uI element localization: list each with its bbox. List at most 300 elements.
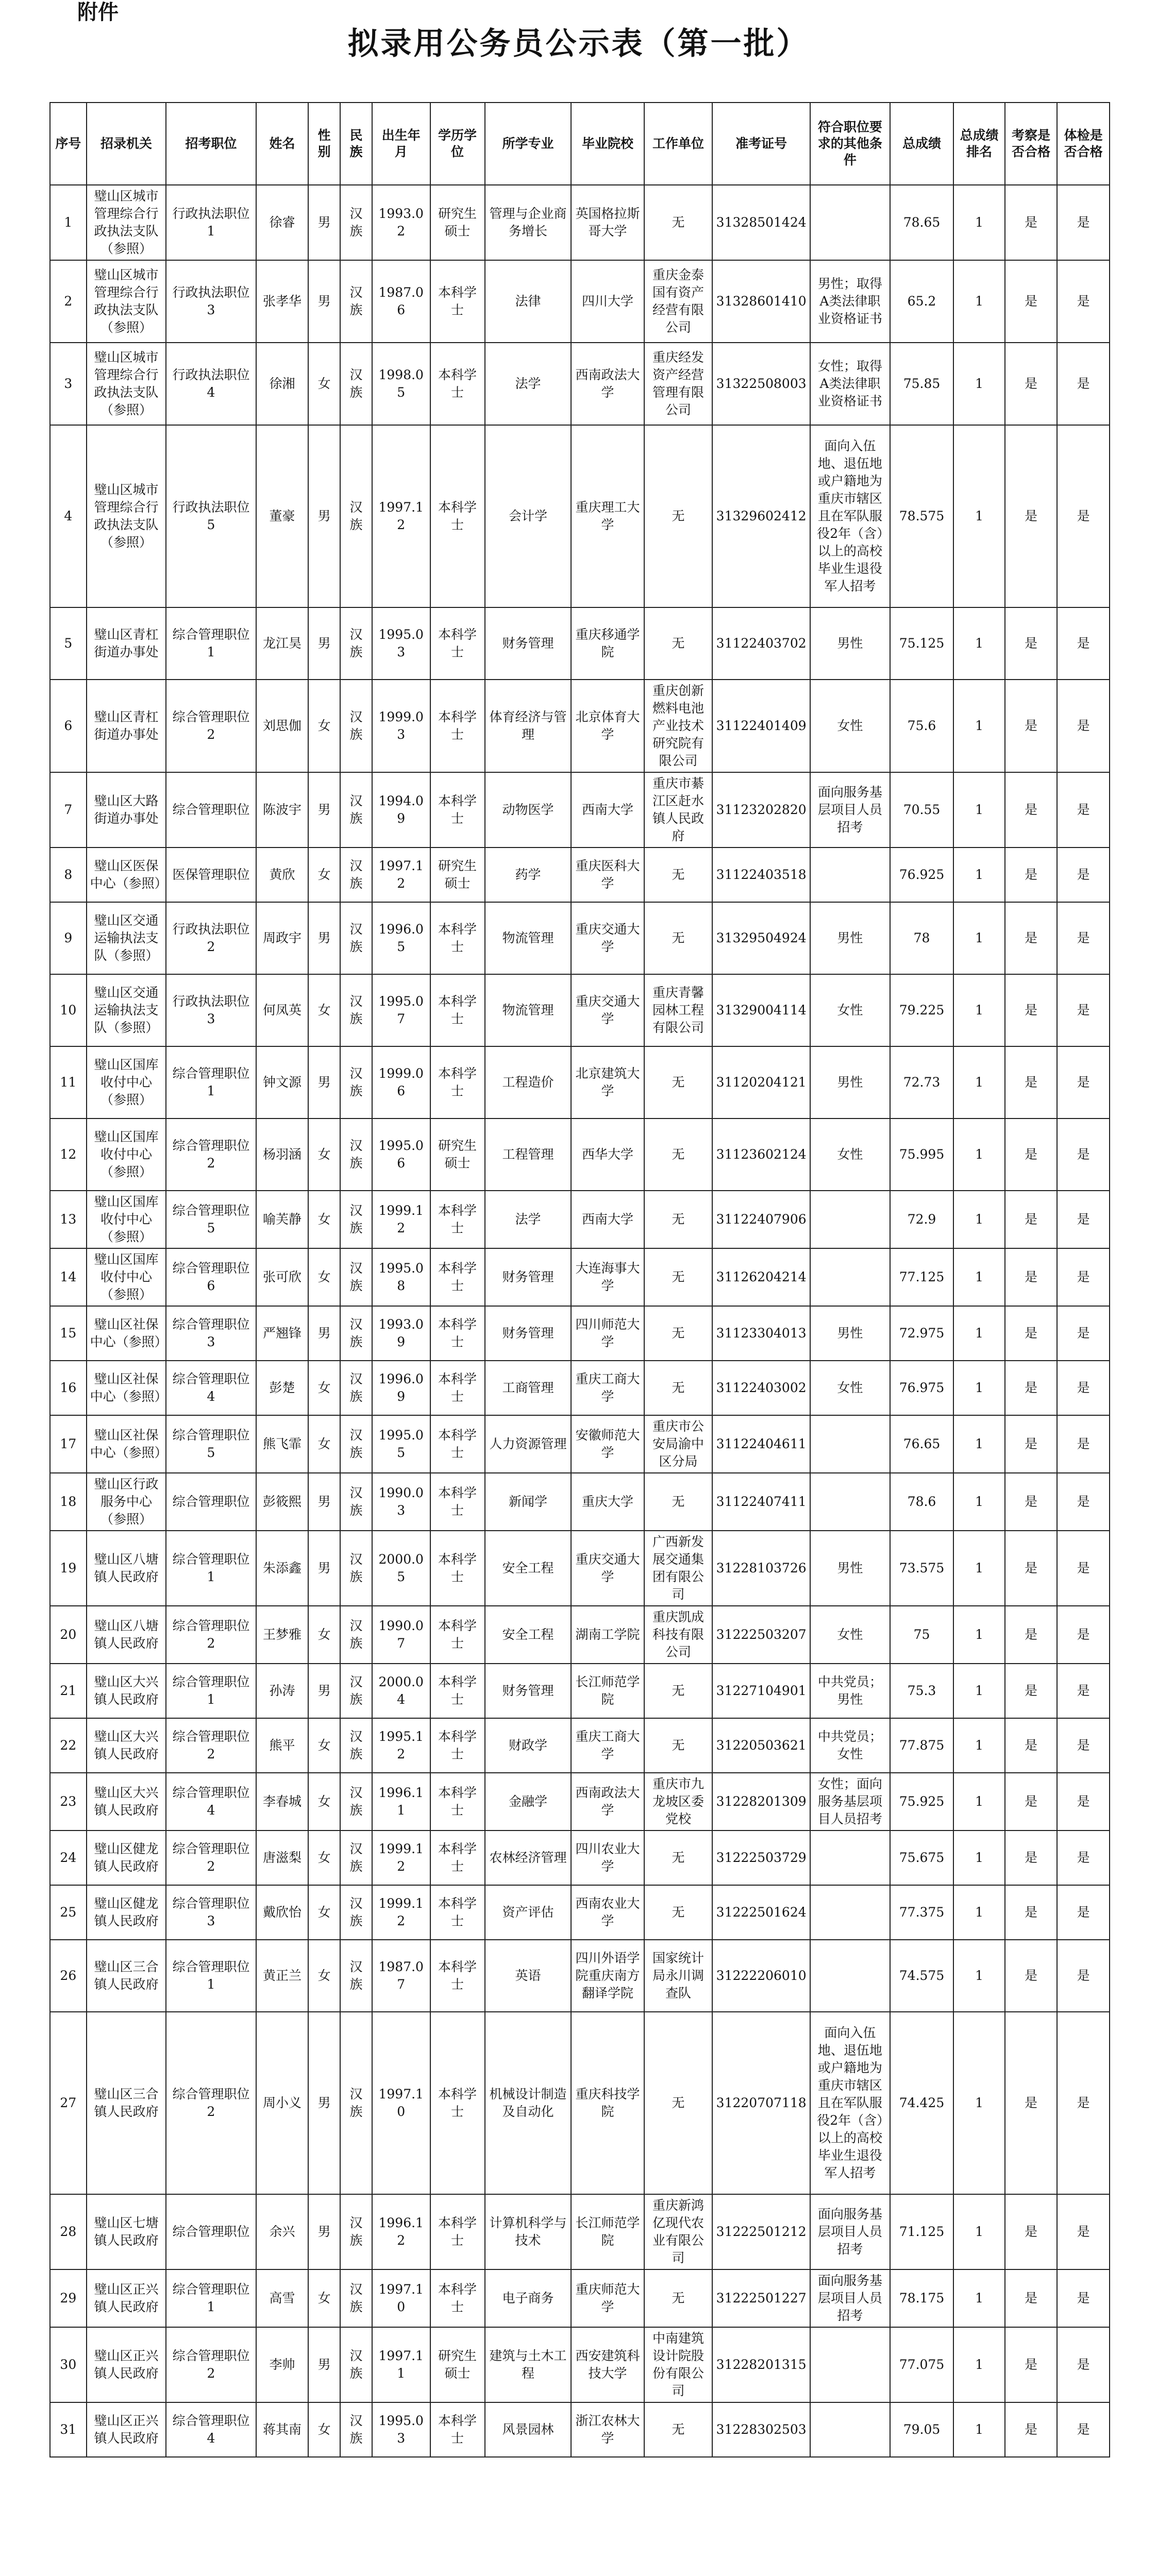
col-header-no: 序号	[50, 103, 87, 185]
cell-other-conditions	[810, 1831, 890, 1885]
cell-name: 徐湘	[256, 343, 309, 425]
page-title: 拟录用公务员公示表（第一批）	[347, 26, 810, 62]
cell-medical: 是	[1057, 185, 1110, 260]
cell-employer: 无	[644, 1046, 713, 1118]
cell-degree: 本科学士	[430, 1664, 485, 1718]
cell-gender: 男	[308, 2012, 340, 2194]
cell-degree: 本科学士	[430, 1473, 485, 1531]
cell-degree: 本科学士	[430, 1718, 485, 1773]
cell-no: 16	[50, 1361, 87, 1415]
cell-medical: 是	[1057, 974, 1110, 1046]
cell-name: 朱添鑫	[256, 1531, 309, 1606]
cell-employer: 无	[644, 2012, 713, 2194]
col-header-score: 总成绩	[890, 103, 954, 185]
cell-score: 79.225	[890, 974, 954, 1046]
cell-name: 黄正兰	[256, 1940, 309, 2012]
cell-inspect: 是	[1005, 680, 1058, 772]
cell-degree: 本科学士	[430, 1306, 485, 1361]
cell-inspect: 是	[1005, 1940, 1058, 2012]
cell-employer: 无	[644, 1831, 713, 1885]
cell-other-conditions	[810, 1885, 890, 1940]
cell-name: 喻芙静	[256, 1191, 309, 1248]
cell-birth: 2000.05	[372, 1531, 430, 1606]
cell-ethnic: 汉族	[340, 1306, 372, 1361]
cell-rank: 1	[953, 902, 1004, 974]
cell-name: 严翘锋	[256, 1306, 309, 1361]
cell-name: 董豪	[256, 425, 309, 607]
cell-exam-no: 31228302503	[712, 2402, 810, 2457]
cell-other-conditions	[810, 2402, 890, 2457]
cell-other-conditions: 面向服务基层项目人员招考	[810, 772, 890, 848]
cell-rank: 1	[953, 185, 1004, 260]
cell-other-conditions	[810, 1940, 890, 2012]
table-row	[50, 680, 1110, 772]
cell-agency: 璧山区正兴镇人民政府	[87, 2269, 166, 2327]
cell-major: 财务管理	[485, 607, 572, 680]
cell-employer: 广西新发展交通集团有限公司	[644, 1531, 713, 1606]
cell-ethnic: 汉族	[340, 1831, 372, 1885]
cell-post: 综合管理职位2	[166, 1831, 256, 1885]
cell-school: 北京体育大学	[571, 680, 644, 772]
cell-medical: 是	[1057, 1885, 1110, 1940]
col-header-ethnic: 民族	[340, 103, 372, 185]
cell-no: 31	[50, 2402, 87, 2457]
cell-birth: 1997.12	[372, 425, 430, 607]
cell-ethnic: 汉族	[340, 1191, 372, 1248]
cell-inspect: 是	[1005, 2327, 1058, 2402]
cell-gender: 男	[308, 607, 340, 680]
cell-birth: 1999.12	[372, 1191, 430, 1248]
cell-gender: 女	[308, 1940, 340, 2012]
cell-degree: 本科学士	[430, 1046, 485, 1118]
cell-gender: 女	[308, 1191, 340, 1248]
cell-degree: 本科学士	[430, 607, 485, 680]
cell-score: 77.075	[890, 2327, 954, 2402]
cell-ethnic: 汉族	[340, 1718, 372, 1773]
cell-other-conditions: 女性	[810, 680, 890, 772]
table-row	[50, 1306, 1110, 1361]
cell-ethnic: 汉族	[340, 1531, 372, 1606]
cell-medical: 是	[1057, 1361, 1110, 1415]
cell-inspect: 是	[1005, 1606, 1058, 1664]
cell-school: 重庆师范大学	[571, 2269, 644, 2327]
cell-other-conditions	[810, 1248, 890, 1306]
cell-gender: 女	[308, 1831, 340, 1885]
cell-major: 安全工程	[485, 1531, 572, 1606]
cell-major: 工程造价	[485, 1046, 572, 1118]
cell-rank: 1	[953, 1248, 1004, 1306]
cell-score: 76.975	[890, 1361, 954, 1415]
cell-gender: 男	[308, 902, 340, 974]
cell-post: 综合管理职位	[166, 772, 256, 848]
cell-inspect: 是	[1005, 2402, 1058, 2457]
attachment-label: 附件	[77, 1, 119, 24]
cell-gender: 女	[308, 343, 340, 425]
cell-rank: 1	[953, 2194, 1004, 2269]
table-row	[50, 1940, 1110, 2012]
cell-name: 周小义	[256, 2012, 309, 2194]
col-header-employer: 工作单位	[644, 103, 713, 185]
table-header-row	[50, 103, 1110, 185]
cell-gender: 女	[308, 2269, 340, 2327]
cell-major: 风景园林	[485, 2402, 572, 2457]
cell-rank: 1	[953, 1415, 1004, 1473]
table-body	[50, 185, 1110, 2457]
cell-inspect: 是	[1005, 1306, 1058, 1361]
cell-no: 3	[50, 343, 87, 425]
cell-birth: 1999.12	[372, 1831, 430, 1885]
table-row	[50, 2402, 1110, 2457]
cell-name: 彭楚	[256, 1361, 309, 1415]
cell-ethnic: 汉族	[340, 974, 372, 1046]
cell-degree: 研究生硕士	[430, 2327, 485, 2402]
cell-agency: 璧山区城市管理综合行政执法支队（参照）	[87, 260, 166, 343]
cell-agency: 璧山区社保中心（参照）	[87, 1361, 166, 1415]
col-header-medical: 体检是否合格	[1057, 103, 1110, 185]
cell-birth: 1997.10	[372, 2269, 430, 2327]
cell-score: 70.55	[890, 772, 954, 848]
col-header-rank: 总成绩排名	[953, 103, 1004, 185]
cell-employer: 无	[644, 848, 713, 902]
cell-post: 综合管理职位2	[166, 2012, 256, 2194]
cell-major: 财务管理	[485, 1306, 572, 1361]
cell-rank: 1	[953, 848, 1004, 902]
col-header-gender: 性别	[308, 103, 340, 185]
cell-rank: 1	[953, 1118, 1004, 1191]
cell-birth: 1995.03	[372, 2402, 430, 2457]
cell-gender: 男	[308, 1046, 340, 1118]
cell-employer: 国家统计局永川调查队	[644, 1940, 713, 2012]
table-row	[50, 1191, 1110, 1248]
cell-inspect: 是	[1005, 607, 1058, 680]
cell-birth: 1994.09	[372, 772, 430, 848]
cell-employer: 无	[644, 1361, 713, 1415]
cell-inspect: 是	[1005, 974, 1058, 1046]
cell-ethnic: 汉族	[340, 772, 372, 848]
cell-no: 27	[50, 2012, 87, 2194]
col-header-degree: 学历学位	[430, 103, 485, 185]
cell-post: 综合管理职位2	[166, 2327, 256, 2402]
cell-birth: 1995.07	[372, 974, 430, 1046]
cell-score: 79.05	[890, 2402, 954, 2457]
cell-degree: 本科学士	[430, 1531, 485, 1606]
cell-degree: 本科学士	[430, 1940, 485, 2012]
cell-post: 综合管理职位5	[166, 1191, 256, 1248]
cell-school: 西南大学	[571, 1191, 644, 1248]
cell-inspect: 是	[1005, 260, 1058, 343]
cell-no: 10	[50, 974, 87, 1046]
cell-agency: 璧山区城市管理综合行政执法支队（参照）	[87, 185, 166, 260]
cell-other-conditions: 面向入伍地、退伍地或户籍地为重庆市辖区且在军队服役2年（含）以上的高校毕业生退役军人招考	[810, 425, 890, 607]
cell-agency: 璧山区大兴镇人民政府	[87, 1664, 166, 1718]
cell-exam-no: 31122401409	[712, 680, 810, 772]
cell-school: 安徽师范大学	[571, 1415, 644, 1473]
cell-birth: 1993.09	[372, 1306, 430, 1361]
cell-rank: 1	[953, 1664, 1004, 1718]
table-row	[50, 848, 1110, 902]
cell-rank: 1	[953, 1306, 1004, 1361]
cell-employer: 重庆市公安局渝中区分局	[644, 1415, 713, 1473]
cell-name: 黄欣	[256, 848, 309, 902]
cell-major: 金融学	[485, 1773, 572, 1831]
cell-ethnic: 汉族	[340, 680, 372, 772]
cell-agency: 璧山区八塘镇人民政府	[87, 1606, 166, 1664]
cell-medical: 是	[1057, 1306, 1110, 1361]
cell-score: 74.575	[890, 1940, 954, 2012]
cell-other-conditions	[810, 848, 890, 902]
cell-medical: 是	[1057, 902, 1110, 974]
cell-score: 72.9	[890, 1191, 954, 1248]
cell-agency: 璧山区八塘镇人民政府	[87, 1531, 166, 1606]
cell-no: 21	[50, 1664, 87, 1718]
cell-employer: 无	[644, 1118, 713, 1191]
cell-name: 高雪	[256, 2269, 309, 2327]
cell-ethnic: 汉族	[340, 2194, 372, 2269]
cell-degree: 本科学士	[430, 1248, 485, 1306]
cell-post: 综合管理职位	[166, 2194, 256, 2269]
cell-agency: 璧山区三合镇人民政府	[87, 1940, 166, 2012]
cell-gender: 男	[308, 1473, 340, 1531]
cell-school: 四川师范大学	[571, 1306, 644, 1361]
cell-gender: 女	[308, 1606, 340, 1664]
cell-exam-no: 31222503207	[712, 1606, 810, 1664]
cell-inspect: 是	[1005, 848, 1058, 902]
cell-exam-no: 31120204121	[712, 1046, 810, 1118]
cell-major: 财政学	[485, 1718, 572, 1773]
cell-ethnic: 汉族	[340, 607, 372, 680]
col-header-other-conditions: 符合职位要求的其他条件	[810, 103, 890, 185]
cell-degree: 本科学士	[430, 1773, 485, 1831]
cell-exam-no: 31222501624	[712, 1885, 810, 1940]
cell-medical: 是	[1057, 1664, 1110, 1718]
cell-no: 30	[50, 2327, 87, 2402]
cell-employer: 重庆创新燃料电池产业技术研究院有限公司	[644, 680, 713, 772]
cell-other-conditions: 面向服务基层项目人员招考	[810, 2194, 890, 2269]
cell-medical: 是	[1057, 343, 1110, 425]
cell-score: 77.375	[890, 1885, 954, 1940]
cell-post: 综合管理职位1	[166, 1940, 256, 2012]
cell-medical: 是	[1057, 1191, 1110, 1248]
cell-degree: 本科学士	[430, 425, 485, 607]
cell-post: 行政执法职位3	[166, 260, 256, 343]
cell-ethnic: 汉族	[340, 1885, 372, 1940]
cell-name: 杨羽涵	[256, 1118, 309, 1191]
table-row	[50, 607, 1110, 680]
cell-exam-no: 31228201315	[712, 2327, 810, 2402]
table-row	[50, 343, 1110, 425]
cell-birth: 1998.05	[372, 343, 430, 425]
cell-post: 行政执法职位2	[166, 902, 256, 974]
col-header-agency: 招录机关	[87, 103, 166, 185]
cell-exam-no: 31228103726	[712, 1531, 810, 1606]
cell-name: 陈波宇	[256, 772, 309, 848]
cell-agency: 璧山区大路街道办事处	[87, 772, 166, 848]
cell-agency: 璧山区健龙镇人民政府	[87, 1831, 166, 1885]
cell-medical: 是	[1057, 1940, 1110, 2012]
cell-degree: 本科学士	[430, 902, 485, 974]
cell-score: 72.73	[890, 1046, 954, 1118]
cell-inspect: 是	[1005, 1718, 1058, 1773]
cell-no: 29	[50, 2269, 87, 2327]
cell-score: 76.65	[890, 1415, 954, 1473]
cell-employer: 无	[644, 2402, 713, 2457]
cell-degree: 本科学士	[430, 260, 485, 343]
cell-school: 重庆医科大学	[571, 848, 644, 902]
table-row	[50, 2327, 1110, 2402]
cell-gender: 男	[308, 2327, 340, 2402]
cell-score: 75.125	[890, 607, 954, 680]
cell-employer: 无	[644, 2269, 713, 2327]
cell-other-conditions: 女性	[810, 1606, 890, 1664]
cell-agency: 璧山区正兴镇人民政府	[87, 2402, 166, 2457]
table-row	[50, 1118, 1110, 1191]
cell-gender: 男	[308, 1531, 340, 1606]
cell-medical: 是	[1057, 1718, 1110, 1773]
cell-exam-no: 31122407906	[712, 1191, 810, 1248]
cell-no: 24	[50, 1831, 87, 1885]
cell-major: 农林经济管理	[485, 1831, 572, 1885]
cell-rank: 1	[953, 2402, 1004, 2457]
cell-rank: 1	[953, 772, 1004, 848]
cell-ethnic: 汉族	[340, 1664, 372, 1718]
cell-employer: 无	[644, 1718, 713, 1773]
cell-agency: 璧山区国库收付中心（参照）	[87, 1118, 166, 1191]
cell-exam-no: 31228201309	[712, 1773, 810, 1831]
cell-post: 综合管理职位2	[166, 1606, 256, 1664]
cell-school: 重庆理工大学	[571, 425, 644, 607]
cell-birth: 1995.08	[372, 1248, 430, 1306]
cell-employer: 重庆市九龙坡区委党校	[644, 1773, 713, 1831]
table-row	[50, 260, 1110, 343]
cell-degree: 研究生硕士	[430, 185, 485, 260]
cell-no: 17	[50, 1415, 87, 1473]
cell-school: 重庆大学	[571, 1473, 644, 1531]
cell-medical: 是	[1057, 2269, 1110, 2327]
cell-name: 龙江昊	[256, 607, 309, 680]
cell-other-conditions	[810, 1415, 890, 1473]
cell-name: 戴欣怡	[256, 1885, 309, 1940]
table-row	[50, 1531, 1110, 1606]
cell-exam-no: 31329004114	[712, 974, 810, 1046]
cell-no: 9	[50, 902, 87, 974]
cell-ethnic: 汉族	[340, 1606, 372, 1664]
cell-employer: 无	[644, 1248, 713, 1306]
cell-no: 19	[50, 1531, 87, 1606]
table-row	[50, 1046, 1110, 1118]
cell-no: 1	[50, 185, 87, 260]
cell-score: 72.975	[890, 1306, 954, 1361]
cell-medical: 是	[1057, 1773, 1110, 1831]
cell-ethnic: 汉族	[340, 1473, 372, 1531]
cell-medical: 是	[1057, 1248, 1110, 1306]
cell-school: 西安建筑科技大学	[571, 2327, 644, 2402]
col-header-major: 所学专业	[485, 103, 572, 185]
cell-gender: 女	[308, 2402, 340, 2457]
cell-ethnic: 汉族	[340, 1248, 372, 1306]
cell-ethnic: 汉族	[340, 1415, 372, 1473]
cell-post: 综合管理职位	[166, 1473, 256, 1531]
cell-employer: 中南建筑设计院股份有限公司	[644, 2327, 713, 2402]
cell-major: 法学	[485, 1191, 572, 1248]
cell-score: 76.925	[890, 848, 954, 902]
cell-school: 重庆科技学院	[571, 2012, 644, 2194]
cell-birth: 1995.12	[372, 1718, 430, 1773]
cell-agency: 璧山区城市管理综合行政执法支队（参照）	[87, 425, 166, 607]
cell-rank: 1	[953, 607, 1004, 680]
cell-school: 西南大学	[571, 772, 644, 848]
cell-medical: 是	[1057, 260, 1110, 343]
cell-gender: 男	[308, 1306, 340, 1361]
cell-other-conditions: 女性	[810, 1361, 890, 1415]
cell-ethnic: 汉族	[340, 2327, 372, 2402]
cell-major: 法律	[485, 260, 572, 343]
cell-other-conditions: 女性	[810, 1118, 890, 1191]
table-row	[50, 1415, 1110, 1473]
cell-score: 77.875	[890, 1718, 954, 1773]
cell-major: 工程管理	[485, 1118, 572, 1191]
cell-major: 药学	[485, 848, 572, 902]
cell-no: 28	[50, 2194, 87, 2269]
cell-name: 李春城	[256, 1773, 309, 1831]
cell-gender: 男	[308, 425, 340, 607]
cell-score: 75.6	[890, 680, 954, 772]
cell-name: 张孝华	[256, 260, 309, 343]
cell-post: 综合管理职位2	[166, 1118, 256, 1191]
cell-employer: 无	[644, 1473, 713, 1531]
cell-school: 重庆移通学院	[571, 607, 644, 680]
cell-score: 75	[890, 1606, 954, 1664]
cell-employer: 重庆新鸿亿现代农业有限公司	[644, 2194, 713, 2269]
cell-name: 孙涛	[256, 1664, 309, 1718]
cell-medical: 是	[1057, 1473, 1110, 1531]
cell-school: 西南政法大学	[571, 343, 644, 425]
cell-school: 西南政法大学	[571, 1773, 644, 1831]
cell-major: 物流管理	[485, 902, 572, 974]
cell-post: 行政执法职位3	[166, 974, 256, 1046]
cell-rank: 1	[953, 1831, 1004, 1885]
cell-inspect: 是	[1005, 185, 1058, 260]
cell-birth: 1997.11	[372, 2327, 430, 2402]
cell-post: 行政执法职位1	[166, 185, 256, 260]
col-header-exam-no: 准考证号	[712, 103, 810, 185]
cell-exam-no: 31122403518	[712, 848, 810, 902]
cell-birth: 1997.10	[372, 2012, 430, 2194]
cell-degree: 本科学士	[430, 1415, 485, 1473]
cell-no: 2	[50, 260, 87, 343]
cell-score: 78.575	[890, 425, 954, 607]
cell-gender: 女	[308, 848, 340, 902]
cell-name: 王梦雅	[256, 1606, 309, 1664]
cell-ethnic: 汉族	[340, 2012, 372, 2194]
cell-post: 综合管理职位1	[166, 1531, 256, 1606]
cell-rank: 1	[953, 1606, 1004, 1664]
cell-medical: 是	[1057, 1831, 1110, 1885]
cell-employer: 重庆凯成科技有限公司	[644, 1606, 713, 1664]
cell-rank: 1	[953, 425, 1004, 607]
cell-exam-no: 31222503729	[712, 1831, 810, 1885]
table-row	[50, 1664, 1110, 1718]
cell-major: 新闻学	[485, 1473, 572, 1531]
cell-exam-no: 31329602412	[712, 425, 810, 607]
cell-post: 综合管理职位4	[166, 1361, 256, 1415]
cell-inspect: 是	[1005, 2269, 1058, 2327]
cell-major: 财务管理	[485, 1664, 572, 1718]
cell-degree: 本科学士	[430, 1606, 485, 1664]
cell-exam-no: 31328601410	[712, 260, 810, 343]
cell-school: 湖南工学院	[571, 1606, 644, 1664]
cell-agency: 璧山区健龙镇人民政府	[87, 1885, 166, 1940]
cell-employer: 无	[644, 607, 713, 680]
